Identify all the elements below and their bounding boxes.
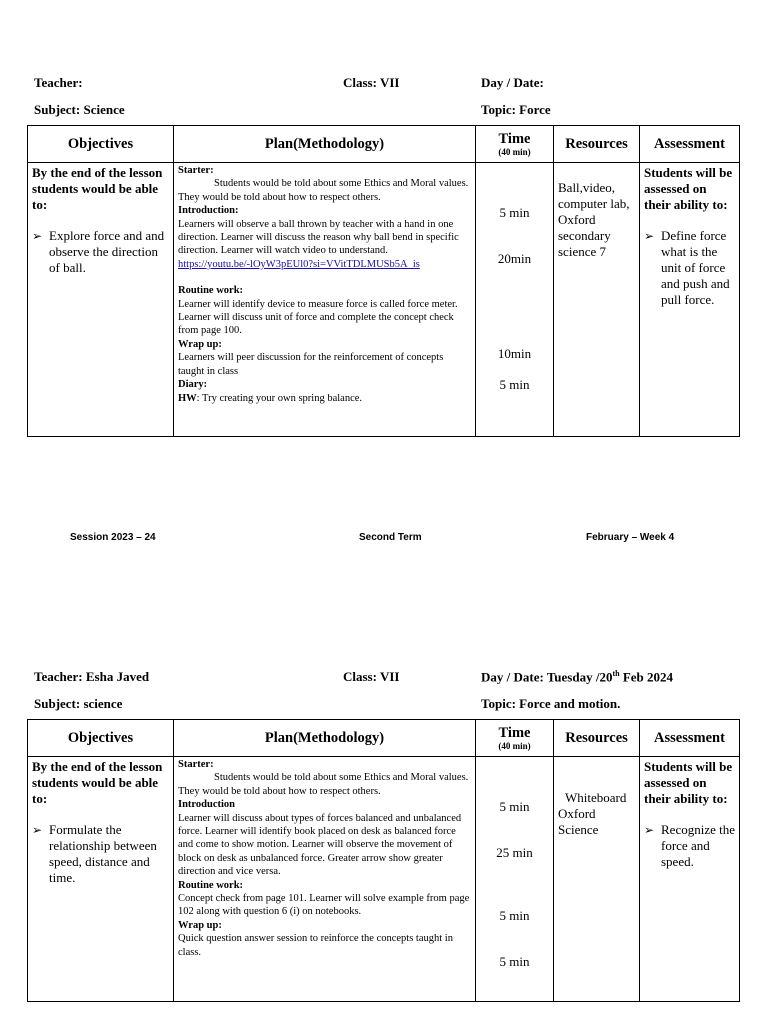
hw-label: HW — [178, 392, 197, 404]
objective-bullet-text: Formulate the relationship between speed, distance and time. — [49, 822, 157, 885]
objectives-cell — [28, 163, 174, 437]
wrap-up-label: Wrap up: — [178, 919, 222, 931]
video-link[interactable]: https://youtu.be/-lOyW3pEUl0?si=VVitTDLMUSb5A_is — [178, 258, 420, 270]
introduction-label: Introduction — [178, 799, 235, 811]
wrap-up-text: Learners will peer discussion for the reinforcement of concepts taught in class — [178, 352, 444, 377]
wrap-up-label: Wrap up: — [178, 338, 222, 350]
starter-label: Starter: — [178, 165, 214, 176]
day-date-label: Day / Date: — [481, 75, 544, 90]
time-introduction: 20min — [497, 251, 532, 266]
day-date-label-2: Day / Date: Tuesday /20th Feb 2024 — [481, 669, 674, 685]
teacher-label-2: Teacher: Esha Javed — [34, 669, 150, 684]
header-plan: Plan(Methodology) — [174, 720, 476, 757]
header-time-sub: (40 min) — [498, 147, 531, 157]
introduction-label: Introduction: — [178, 205, 239, 217]
header-time-label: Time — [498, 131, 531, 147]
assessment-intro: Students will be assessed on their ability to: — [644, 759, 733, 806]
table-header-row — [28, 126, 740, 163]
term-footer: Second Term — [359, 532, 422, 543]
time-cell — [476, 757, 554, 1002]
time-routine: 5 min — [499, 908, 530, 923]
header-time-sub: (40 min) — [498, 741, 531, 751]
resources-text: Ball,video, computer lab, Oxford secondary science 7 — [558, 180, 630, 259]
table-header-row — [28, 720, 740, 757]
header-assessment: Assessment — [640, 126, 740, 163]
table-row — [28, 163, 740, 437]
week-footer: February – Week 4 — [586, 532, 675, 543]
routine-work-label: Routine work: — [178, 285, 244, 297]
objectives-cell — [28, 757, 174, 1002]
assessment-bullet-text: Recognize the force and speed. — [661, 822, 735, 869]
introduction-text: Learners will observe a ball thrown by teacher with a hand in one direction. Learner will discuss the reason why ball bend in specific direction. Learner will watch video to understand. — [178, 218, 459, 257]
session-footer: Session 2023 – 24 — [70, 532, 156, 543]
subject-label: Subject: Science — [34, 102, 125, 117]
class-label-2: Class: VII — [343, 669, 400, 684]
header-plan: Plan(Methodology) — [174, 126, 476, 163]
hw-text: : Try creating your own spring balance. — [196, 392, 363, 404]
arrow-bullet-icon: ➢ — [32, 823, 43, 837]
assessment-bullet — [644, 822, 736, 870]
plan-cell — [174, 163, 476, 437]
header-time — [476, 720, 554, 757]
time-introduction: 25 min — [496, 845, 533, 860]
routine-work-text: Learner will identify device to measure force is called force meter. Learner will discuss unit of force and complete the concept check from page 100. — [178, 298, 458, 337]
topic-label-2: Topic: Force and motion. — [481, 696, 621, 711]
resources-cell — [554, 757, 640, 1002]
objective-bullet — [32, 822, 170, 886]
subject-label-2: Subject: science — [34, 696, 123, 711]
wrap-up-text: Quick question answer session to reinforce the concepts taught in class. — [178, 933, 453, 958]
topic-label: Topic: Force — [481, 102, 551, 117]
table-row — [28, 757, 740, 1002]
introduction-text: Learner will discuss about types of forces balanced and unbalanced force. Learner will identify book placed on desk as balanced force and come to show motion. Learner will observe the movement of block on desk as unbalanced force. Greater arrow show greater direction and vice versa. — [178, 812, 462, 878]
resources-cell — [554, 163, 640, 437]
routine-work-text: Concept check from page 101. Learner will solve example from page 102 along with question 6 (i) on notebooks. — [178, 893, 470, 918]
arrow-bullet-icon: ➢ — [32, 229, 43, 243]
time-wrap-up: 5 min — [499, 954, 530, 969]
assessment-cell — [640, 163, 740, 437]
header-time — [476, 126, 554, 163]
plan-cell — [174, 757, 476, 1002]
objective-bullet — [32, 228, 170, 276]
time-wrap-up: 5 min — [499, 377, 530, 392]
arrow-bullet-icon: ➢ — [644, 823, 655, 837]
objective-intro: By the end of the lesson students would be able to: — [32, 759, 163, 806]
starter-text: Students would be told about some Ethics and Moral values. They would be told about how to respect others. — [178, 178, 469, 203]
header-resources: Resources — [554, 126, 640, 163]
diary-label: Diary: — [178, 379, 208, 391]
lesson-plan-table-1 — [27, 125, 740, 437]
time-starter: 5 min — [499, 205, 530, 220]
assessment-cell — [640, 757, 740, 1002]
class-label: Class: VII — [343, 75, 400, 90]
header-objectives: Objectives — [28, 720, 174, 757]
arrow-bullet-icon: ➢ — [644, 229, 655, 243]
lesson-plan-table-2 — [27, 719, 740, 1002]
assessment-bullet-text: Define force what is the unit of force and push and pull force. — [661, 228, 730, 307]
time-routine: 10min — [497, 346, 532, 361]
time-starter: 5 min — [499, 799, 530, 814]
header-objectives: Objectives — [28, 126, 174, 163]
objective-bullet-text: Explore force and and observe the direction of ball. — [49, 228, 165, 275]
teacher-label: Teacher: — [34, 75, 83, 90]
resources-text: Whiteboard Oxford Science — [558, 790, 627, 837]
starter-text: Students would be told about some Ethics and Moral values. They would be told about how to respect others. — [178, 772, 469, 797]
starter-label: Starter: — [178, 759, 214, 770]
header-resources: Resources — [554, 720, 640, 757]
header-assessment: Assessment — [640, 720, 740, 757]
objective-intro: By the end of the lesson students would be able to: — [32, 165, 163, 212]
header-time-label: Time — [498, 725, 531, 741]
routine-work-label: Routine work: — [178, 879, 244, 891]
time-cell — [476, 163, 554, 437]
assessment-bullet — [644, 228, 736, 308]
assessment-intro: Students will be assessed on their ability to: — [644, 165, 733, 212]
